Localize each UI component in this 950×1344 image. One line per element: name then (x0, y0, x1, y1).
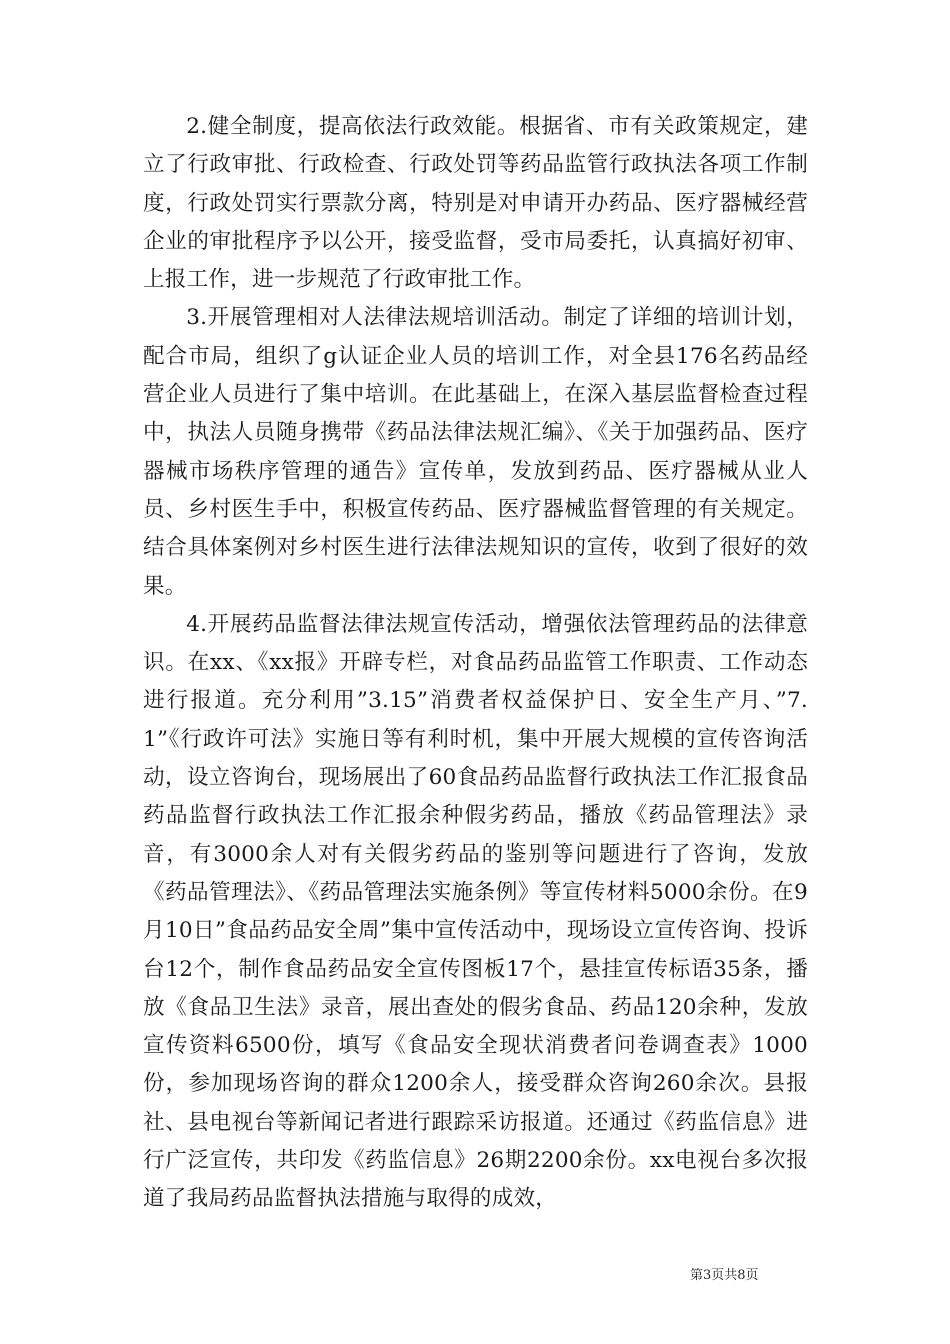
paragraph-3: 3.开展管理相对人法律法规培训活动。制定了详细的培训计划，配合市局，组织了g认证企业人员的培训工作，对全县176名药品经营企业人员进行了集中培训。在此基础上，在深入基层监督检查过程中，执法人员随身携带《药品法律法规汇编》、《关于加强药品、医疗器械市场秩序管理的通告》宣传单，发放到药品、医疗器械从业人员、乡村医生手中，积极宣传药品、医疗器械监督管理的有关规定。结合具体案例对乡村医生进行法律法规知识的宣传，收到了很好的效果。 (143, 305, 808, 599)
page-number-footer: 第3页共8页 (690, 1268, 759, 1283)
document-body (143, 108, 808, 1219)
paragraph-2: 2.健全制度，提高依法行政效能。根据省、市有关政策规定，建立了行政审批、行政检查、行政处罚等药品监管行政执法各项工作制度，行政处罚实行票款分离，特别是对申请开办药品、医疗器械经营企业的审批程序予以公开，接受监督，受市局委托，认真搞好初审、上报工作，进一步规范了行政审批工作。 (143, 114, 808, 293)
paragraph-4: 4.开展药品监督法律法规宣传活动，增强依法管理药品的法律意识。在xx、《xx报》开辟专栏，对食品药品监管工作职责、工作动态进行报道。充分利用”3.15”消费者权益保护日、安全生产月、”7.1”《行政许可法》实施日等有利时机，集中开展大规模的宣传咨询活动，设立咨询台，现场展出了60食品药品监督行政执法工作汇报食品药品监督行政执法工作汇报余种假劣药品，播放《药品管理法》录音，有3000余人对有关假劣药品的鉴别等问题进行了咨询，发放《药品管理法》、《药品管理法实施条例》等宣传材料5000余份。在9月10日”食品药品安全周”集中宣传活动中，现场设立宣传咨询、投诉台12个，制作食品药品安全宣传图板17个，悬挂宣传标语35条，播放《食品卫生法》录音，展出查处的假劣食品、药品120余种，发放宣传资料6500份，填写《食品安全现状消费者问卷调查表》1000份，参加现场咨询的群众1200余人，接受群众咨询260余次。县报社、县电视台等新闻记者进行跟踪采访报道。还通过《药监信息》进行广泛宣传，共印发《药监信息》26期2200余份。xx电视台多次报道了我局药品监督执法措施与取得的成效， (143, 611, 808, 1212)
